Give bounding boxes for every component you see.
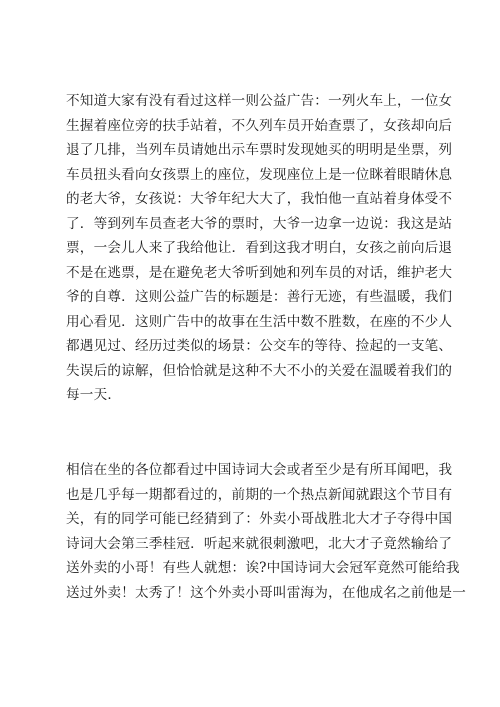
paragraph-line: 送外卖的小哥！有些人就想：诶?中国诗词大会冠军竟然可能给我 xyxy=(66,560,460,576)
paragraph-line: 相信在坐的各位都看过中国诗词大会或者至少是有所耳闻吧，我 xyxy=(66,462,453,478)
paragraph-line: 了．等到列车员查老大爷的票时，大爷一边拿一边说：我这是站 xyxy=(66,215,453,232)
paragraph-2 xyxy=(66,458,467,605)
paragraph-line: 爷的自尊．这则公益广告的标题是：善行无迹，有些温暖，我们 xyxy=(66,289,453,305)
paragraph-line: 也是几乎每一期都看过的，前期的一个热点新闻就跟这个节目有 xyxy=(66,486,453,503)
paragraph-line: 票，一会儿人来了我给他让．看到这我才明白，女孩之前向后退 xyxy=(66,240,453,256)
paragraph-line: 不知道大家有没有看过这样一则公益广告：一列火车上，一位女 xyxy=(66,93,453,109)
paragraph-line: 都遇见过、经历过类似的场景：公交车的等待、捡起的一支笔、 xyxy=(66,338,453,354)
paragraph-1 xyxy=(66,89,453,408)
paragraph-line: 失误后的谅解，但恰恰就是这种不大不小的关爱在温暖着我们的 xyxy=(66,362,453,379)
paragraph-line: 不是在逃票，是在避免老大爷听到她和列车员的对话，维护老大 xyxy=(66,264,453,281)
paragraph-line: 每一天． xyxy=(66,387,122,403)
paragraph-line: 用心看见．这则广告中的故事在生活中数不胜数，在座的不少人 xyxy=(66,313,453,330)
paragraph-line: 送过外卖！太秀了！这个外卖小哥叫雷海为，在他成名之前他是一 xyxy=(66,584,467,601)
paragraph-line: 关，有的同学可能已经猜到了：外卖小哥战胜北大才子夺得中国 xyxy=(66,511,453,527)
paragraph-line: 退了几排，当列车员请她出示车票时发现她买的明明是坐票，列 xyxy=(66,142,453,158)
paragraph-line: 生握着座位旁的扶手站着，不久列车员开始查票了，女孩却向后 xyxy=(66,117,453,134)
paragraph-line: 诗词大会第三季桂冠．听起来就很刺激吧，北大才子竟然输给了 xyxy=(66,535,453,552)
paragraph-line: 车员扭头看向女孩票上的座位，发现座位上是一位眯着眼睛休息 xyxy=(66,166,453,183)
paragraph-line: 的老大爷，女孩说：大爷年纪大大了，我怕他一直站着身体受不 xyxy=(66,191,453,207)
